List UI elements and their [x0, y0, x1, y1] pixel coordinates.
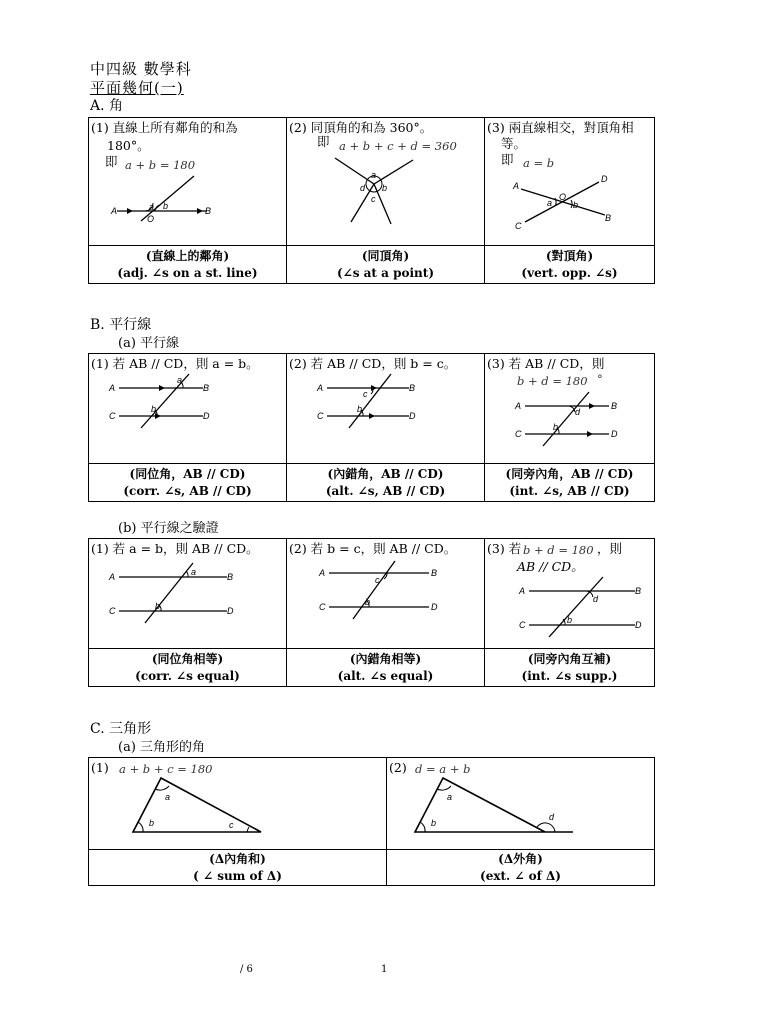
- section-a-heading: A. 角: [90, 98, 124, 114]
- statement-text: (1) 直線上所有鄰角的和為: [91, 120, 238, 135]
- label-D: D: [203, 411, 210, 421]
- alt-equal-diagram: [287, 539, 485, 649]
- caption-angle-sum: (Δ內角和) ( ∠ sum of Δ): [89, 850, 387, 886]
- section-b-table-a: [88, 353, 655, 502]
- statement-text-cont: 180°。: [107, 138, 150, 153]
- statement-text: (3) 兩直線相交，對頂角相: [487, 120, 634, 135]
- cell-corr-angles: [89, 354, 287, 464]
- caption-adj-angles: (直線上的鄰角) (adj. ∠s on a st. line): [89, 246, 287, 284]
- caption-corr-equal: (同位角相等) (corr. ∠s equal): [89, 649, 287, 687]
- statement-text-cont: AB // CD。: [517, 559, 584, 574]
- label-b: b: [163, 201, 169, 211]
- label-D: D: [601, 174, 608, 184]
- label-b: b: [553, 422, 559, 432]
- label-a: a: [371, 170, 377, 180]
- label-D: D: [227, 606, 234, 616]
- section-b-sub-b: (b) 平行線之驗證: [118, 521, 219, 536]
- formula: a + b + c = 180: [119, 762, 213, 776]
- label-O: O: [147, 214, 155, 224]
- label-c: c: [363, 389, 368, 399]
- label-A: A: [513, 181, 520, 191]
- statement-text-tail: ，則: [597, 541, 623, 556]
- label-b: b: [149, 818, 155, 828]
- statement-text: (2) 同頂角的和為 360°。: [289, 120, 433, 135]
- label-d: d: [360, 183, 366, 193]
- statement-text: (1) 若 AB // CD，則 a = b。: [91, 356, 259, 371]
- label-A: A: [317, 383, 324, 393]
- label-B: B: [409, 383, 416, 393]
- cell-angle-sum: [89, 758, 387, 850]
- cell-int-angles: [485, 354, 655, 464]
- label-B: B: [611, 401, 618, 411]
- label-b: b: [365, 597, 371, 607]
- label-A: A: [319, 568, 326, 578]
- section-b-table-b: [88, 538, 655, 687]
- label-b: b: [151, 404, 157, 414]
- formula: a = b: [523, 156, 555, 170]
- statement-text-cont: 等。: [501, 136, 527, 151]
- label-C: C: [515, 221, 522, 231]
- label-a: a: [191, 567, 197, 577]
- section-b-sub-a: (a) 平行線: [118, 336, 180, 351]
- exterior-angle-diagram: [387, 758, 655, 850]
- label-D: D: [431, 602, 438, 612]
- caption-int-supp: (同旁內角互補) (int. ∠s supp.): [485, 649, 655, 687]
- statement-text: (2): [389, 760, 407, 775]
- caption-alt-equal: (內錯角相等) (alt. ∠s equal): [287, 649, 485, 687]
- statement-text: (1): [91, 760, 109, 775]
- label-d: d: [593, 594, 599, 604]
- section-b-heading: B. 平行線: [90, 317, 152, 333]
- label-B: B: [431, 568, 438, 578]
- cell-alt-angles: [287, 354, 485, 464]
- formula: a + b = 180: [125, 158, 196, 172]
- label-b: b: [155, 601, 161, 611]
- statement-text: (1) 若 a = b，則 AB // CD。: [91, 541, 259, 556]
- label-a: a: [149, 202, 155, 212]
- caption-corr-angles: (同位角，AB // CD) (corr. ∠s, AB // CD): [89, 464, 287, 502]
- label-D: D: [611, 429, 618, 439]
- caption-alt-angles: (內錯角，AB // CD) (alt. ∠s, AB // CD): [287, 464, 485, 502]
- label-B: B: [203, 383, 210, 393]
- label-A: A: [109, 572, 116, 582]
- caption-vert-opp-angles: (對頂角) (vert. opp. ∠s): [485, 246, 655, 284]
- label-b: b: [567, 615, 573, 625]
- vert-opp-angles-diagram: [485, 118, 655, 246]
- cell-corr-equal: [89, 539, 287, 649]
- ie-label: 即: [105, 154, 118, 169]
- label-A: A: [111, 206, 118, 216]
- label-D: D: [409, 411, 416, 421]
- statement-text: (3) 若: [487, 541, 522, 556]
- label-b: b: [431, 818, 437, 828]
- label-C: C: [319, 602, 326, 612]
- caption-int-angles: (同旁內角，AB // CD) (int. ∠s, AB // CD): [485, 464, 655, 502]
- int-supp-diagram: [485, 539, 655, 649]
- formula: b + d = 180: [517, 374, 588, 388]
- label-c: c: [375, 575, 380, 585]
- triangle-sum-diagram: [89, 758, 387, 850]
- cell-alt-equal: [287, 539, 485, 649]
- section-c-table: [88, 757, 655, 886]
- formula: d = a + b: [415, 762, 471, 776]
- cell-vert-opp-angles: [485, 118, 655, 246]
- document-subtitle: 平面幾何(一): [90, 79, 184, 97]
- section-a-table: [88, 117, 655, 284]
- cell-exterior-angle: [387, 758, 655, 850]
- adj-angles-diagram: [89, 118, 287, 246]
- int-angles-diagram: [485, 354, 655, 464]
- label-d: d: [549, 812, 555, 822]
- formula: a + b + c + d = 360: [339, 139, 457, 153]
- label-C: C: [109, 411, 116, 421]
- label-a: a: [177, 375, 183, 385]
- ie-label: 即: [501, 152, 514, 167]
- label-C: C: [515, 429, 522, 439]
- section-c-sub-a: (a) 三角形的角: [118, 740, 206, 755]
- statement-text: (2) 若 b = c，則 AB // CD。: [289, 541, 457, 556]
- label-a: a: [165, 792, 171, 802]
- label-a: a: [547, 198, 553, 208]
- label-C: C: [317, 411, 324, 421]
- corr-angles-diagram: [89, 354, 287, 464]
- label-d: d: [575, 407, 581, 417]
- label-c: c: [229, 820, 234, 830]
- label-C: C: [109, 606, 116, 616]
- corr-equal-diagram: [89, 539, 287, 649]
- alt-angles-diagram: [287, 354, 485, 464]
- statement-text: (2) 若 AB // CD，則 b = c。: [289, 356, 457, 371]
- statement-text: (3) 若 AB // CD，則: [487, 356, 605, 371]
- label-C: C: [519, 620, 526, 630]
- label-A: A: [515, 401, 522, 411]
- caption-angles-at-point: (同頂角) (∠s at a point): [287, 246, 485, 284]
- cell-int-supp: [485, 539, 655, 649]
- label-B: B: [205, 206, 212, 216]
- label-B: B: [227, 572, 234, 582]
- caption-exterior-angle: (Δ外角) (ext. ∠ of Δ): [387, 850, 655, 886]
- label-O: O: [559, 192, 567, 202]
- ie-label: 即: [317, 134, 330, 149]
- label-b: b: [382, 183, 388, 193]
- formula: b + d = 180: [523, 543, 594, 557]
- label-a: a: [447, 792, 453, 802]
- label-B: B: [635, 586, 642, 596]
- label-A: A: [109, 383, 116, 393]
- page-number: 1: [381, 964, 388, 975]
- page-total: / 6: [240, 964, 253, 975]
- document-title: 中四級 數學科: [90, 60, 192, 78]
- section-c-heading: C. 三角形: [90, 721, 152, 737]
- label-c: c: [371, 194, 376, 204]
- label-D: D: [635, 620, 642, 630]
- cell-angles-at-point: [287, 118, 485, 246]
- angles-at-point-diagram: [287, 118, 485, 246]
- degree-mark: °: [597, 372, 603, 386]
- label-A: A: [519, 586, 526, 596]
- label-b: b: [573, 200, 579, 210]
- label-B: B: [605, 213, 612, 223]
- cell-adj-angles: [89, 118, 287, 246]
- label-b: b: [357, 404, 363, 414]
